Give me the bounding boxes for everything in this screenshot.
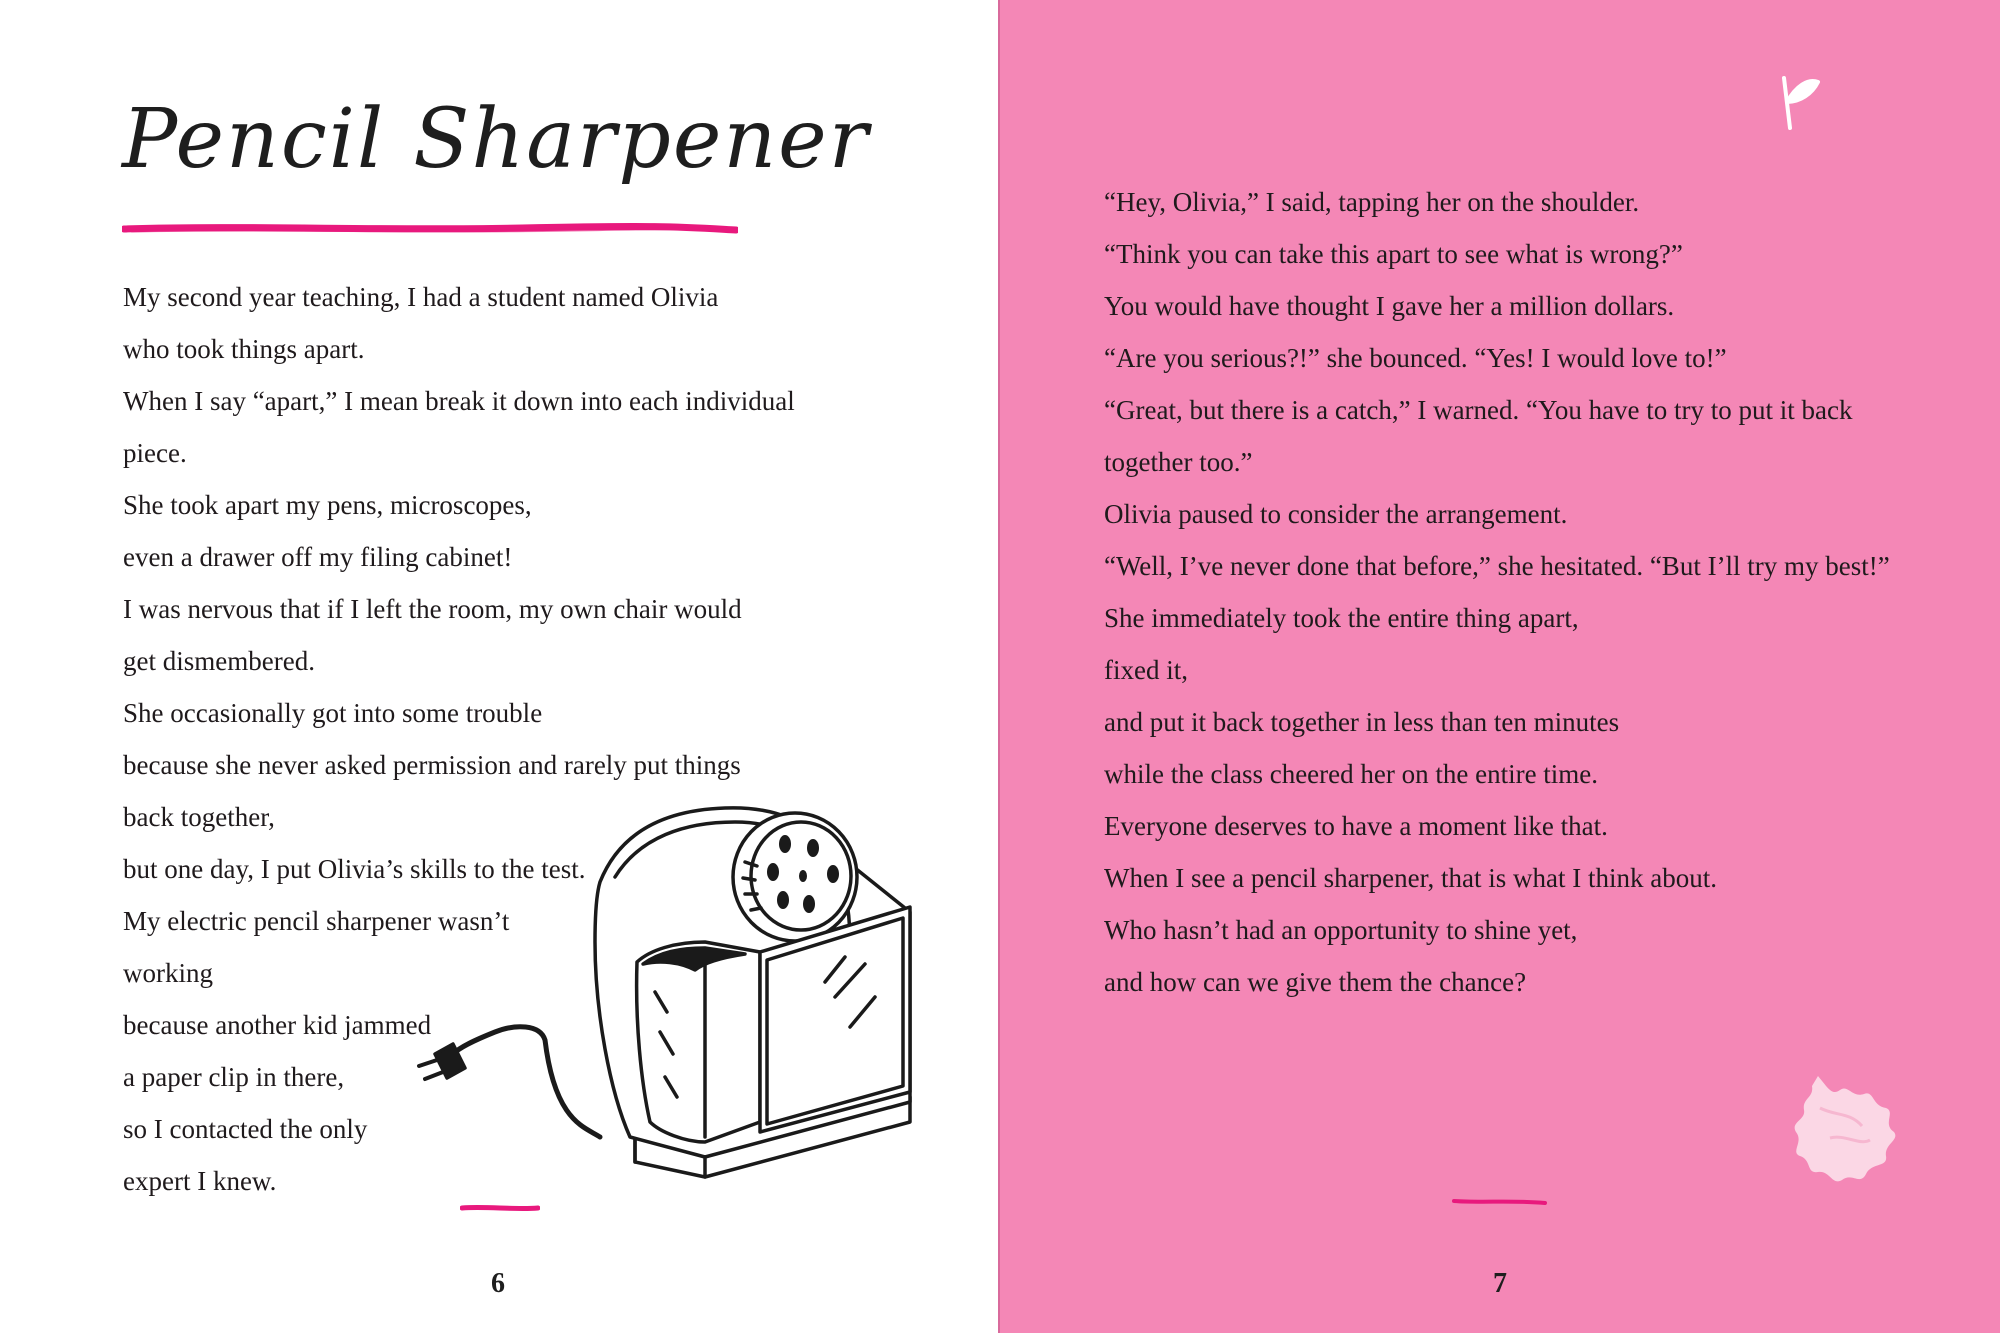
chapter-title: Pencil Sharpener (122, 92, 870, 187)
page-number: 7 (1493, 1268, 1507, 1299)
text-line: Olivia paused to consider the arrangement. (1104, 499, 1568, 529)
electric-pencil-sharpener-illustration (405, 792, 930, 1192)
text-line: My electric pencil sharpener wasn’t (123, 906, 510, 936)
text-line: and put it back together in less than ten minutes (1104, 707, 1620, 737)
text-line: together too.” (1104, 447, 1253, 477)
text-line: and how can we give them the chance? (1104, 967, 1527, 997)
text-line: who took things apart. (123, 334, 365, 364)
text-line: because she never asked permission and rarely put things (123, 750, 741, 780)
text-line: get dismembered. (123, 646, 315, 676)
text-line: She occasionally got into some trouble (123, 698, 543, 728)
text-line: even a drawer off my filing cabinet! (123, 542, 513, 572)
text-line: back together, (123, 802, 275, 832)
text-line: “Great, but there is a catch,” I warned. “You have to try to put it back (1104, 395, 1853, 425)
text-line: She took apart my pens, microscopes, (123, 490, 532, 520)
paint-splat-doodle (1790, 1068, 1900, 1188)
text-line: “Are you serious?!” she bounced. “Yes! I would love to!” (1104, 343, 1727, 373)
text-line: so I contacted the only (123, 1114, 368, 1144)
text-line: “Think you can take this apart to see what is wrong?” (1104, 239, 1683, 269)
text-line: “Hey, Olivia,” I said, tapping her on the shoulder. (1104, 187, 1640, 217)
text-line: My second year teaching, I had a student named Olivia (123, 282, 719, 312)
text-line: Who hasn’t had an opportunity to shine yet, (1104, 915, 1578, 945)
text-line: working (123, 958, 213, 988)
text-line: expert I knew. (123, 1166, 277, 1196)
title-underline (122, 222, 738, 236)
footer-dash (460, 1203, 540, 1213)
text-line: because another kid jammed (123, 1010, 432, 1040)
footer-dash (1452, 1197, 1547, 1207)
page-number: 6 (491, 1268, 505, 1299)
right-page-text (1104, 176, 1890, 1008)
text-line: Everyone deserves to have a moment like that. (1104, 811, 1608, 841)
text-line: but one day, I put Olivia’s skills to the test. (123, 854, 586, 884)
text-line: “Well, I’ve never done that before,” she hesitated. “But I’ll try my best!” (1104, 551, 1890, 581)
text-line: When I see a pencil sharpener, that is what I think about. (1104, 863, 1717, 893)
text-line: When I say “apart,” I mean break it down into each individual (123, 386, 795, 416)
text-line: fixed it, (1104, 655, 1188, 685)
text-line: a paper clip in there, (123, 1062, 345, 1092)
text-line: She immediately took the entire thing apart, (1104, 603, 1579, 633)
leaf-doodle-icon (1778, 72, 1824, 130)
text-line: piece. (123, 438, 187, 468)
text-line: You would have thought I gave her a million dollars. (1104, 291, 1675, 321)
text-line: I was nervous that if I left the room, my own chair would (123, 594, 742, 624)
text-line: while the class cheered her on the entire time. (1104, 759, 1599, 789)
